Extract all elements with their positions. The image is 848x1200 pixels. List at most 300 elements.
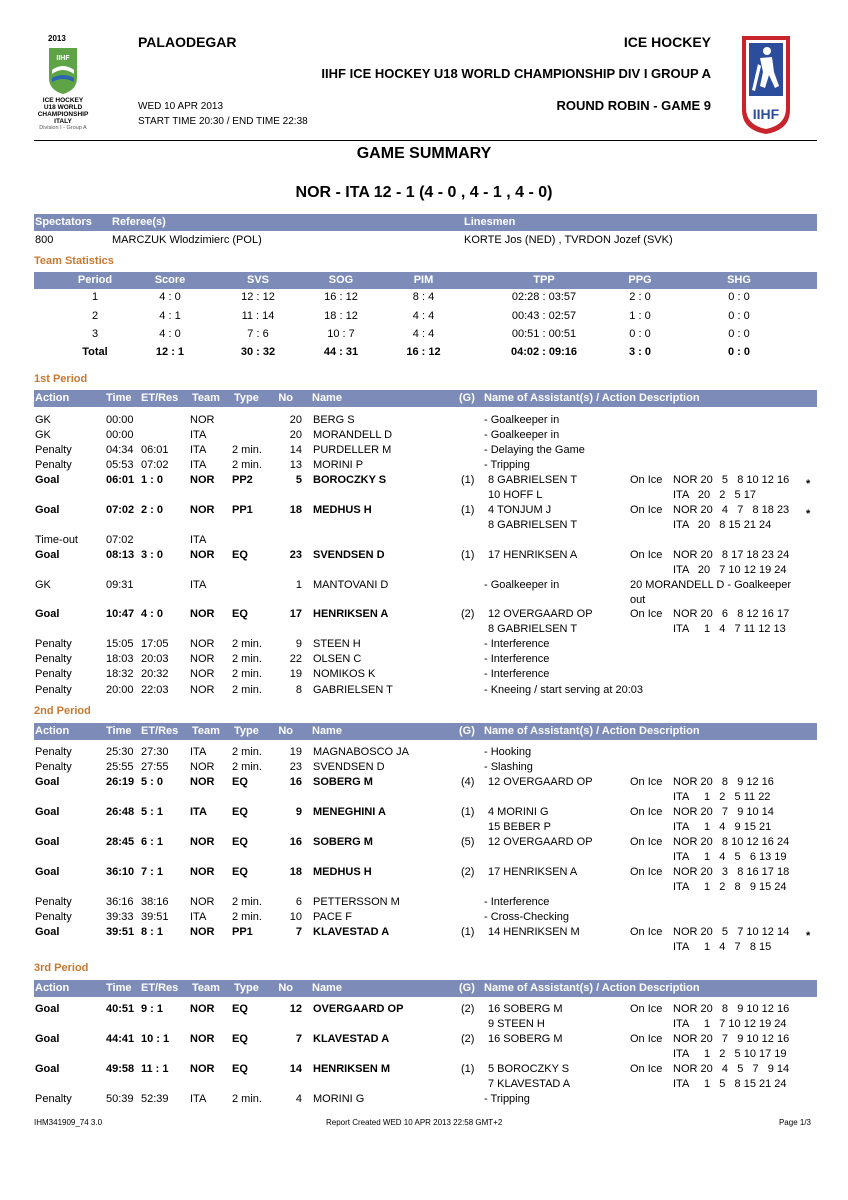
event-player-name: MORINI G xyxy=(313,1093,365,1105)
event-end-or-result: 20:03 xyxy=(141,653,169,665)
event-col-header: No xyxy=(278,982,293,994)
logo-caption-line: Division I - Group A xyxy=(39,125,87,131)
event-time: 40:51 xyxy=(106,1003,135,1015)
event-description: - Interference xyxy=(484,896,550,908)
on-ice-label: On Ice xyxy=(630,549,663,561)
event-time: 36:10 xyxy=(106,866,135,878)
on-ice-label: On Ice xyxy=(630,474,663,486)
event-goal-count: (1) xyxy=(461,806,475,818)
event-goal-count: (2) xyxy=(461,1003,475,1015)
event-player-name: HENRIKSEN M xyxy=(313,1063,391,1075)
event-col-header: ET/Res xyxy=(141,392,179,404)
event-col-header: Team xyxy=(192,725,220,737)
event-row-penalty xyxy=(34,761,817,776)
championship-logo xyxy=(30,34,96,134)
event-description: 17 HENRIKSEN A xyxy=(488,549,578,561)
iihf-logo-text: IIHF xyxy=(752,106,780,122)
event-row-goal xyxy=(34,1003,817,1033)
event-col-header: (G) xyxy=(459,725,475,737)
stats-cell: 0 : 0 xyxy=(728,310,750,322)
event-action: Goal xyxy=(35,504,60,516)
on-ice-label: On Ice xyxy=(630,776,663,788)
sport-name: ICE HOCKEY xyxy=(623,34,711,50)
event-number: 19 xyxy=(289,668,302,680)
final-score: NOR - ITA 12 - 1 (4 - 0 , 4 - 1 , 4 - 0) xyxy=(295,184,553,201)
event-col-header: Time xyxy=(106,982,132,994)
referees-header: Referee(s) xyxy=(112,216,166,228)
event-time: 28:45 xyxy=(106,836,135,848)
event-action: Penalty xyxy=(35,653,72,665)
iihf-logo-icon xyxy=(738,32,794,136)
stats-cell: 44 : 31 xyxy=(323,346,359,358)
event-description: 12 OVERGAARD OP xyxy=(488,608,593,620)
event-team: NOR xyxy=(190,653,215,665)
event-type: 2 min. xyxy=(232,444,262,456)
event-type: EQ xyxy=(232,608,248,620)
stats-cell: 0 : 0 xyxy=(728,328,750,340)
event-team: NOR xyxy=(190,866,215,878)
event-time: 50:39 xyxy=(106,1093,134,1105)
event-description: 17 HENRIKSEN A xyxy=(488,866,578,878)
event-team: NOR xyxy=(190,1003,215,1015)
event-number: 9 xyxy=(295,806,302,818)
event-player-name: SVENDSEN D xyxy=(313,761,385,773)
event-description-2: 8 GABRIELSEN T xyxy=(488,519,578,531)
on-ice-line-1: NOR 20 7 9 10 14 xyxy=(673,806,774,818)
event-col-header: (G) xyxy=(459,982,475,994)
event-number: 7 xyxy=(295,926,302,938)
event-goal-count: (1) xyxy=(461,549,475,561)
event-type: PP1 xyxy=(232,504,253,516)
event-time: 05:53 xyxy=(106,459,134,471)
on-ice-line-1: NOR 20 8 10 12 16 24 xyxy=(673,836,790,848)
event-row-goal xyxy=(34,608,817,638)
event-type: EQ xyxy=(232,1063,248,1075)
stats-cell: 04:02 : 09:16 xyxy=(510,346,578,358)
event-col-header: Name of Assistant(s) / Action Description xyxy=(484,725,700,737)
report-created: Report Created WED 10 APR 2013 22:58 GMT+2 xyxy=(326,1118,503,1127)
on-ice-line-2: ITA 1 2 5 11 22 xyxy=(673,791,771,803)
event-description-2: 7 KLAVESTAD A xyxy=(488,1078,571,1090)
event-type: 2 min. xyxy=(232,668,262,680)
event-col-header: Action xyxy=(35,392,70,404)
event-description: - Goalkeeper in xyxy=(484,579,560,591)
event-team: NOR xyxy=(190,1033,215,1045)
event-type: 2 min. xyxy=(232,746,262,758)
event-end-or-result: 07:02 xyxy=(141,459,169,471)
stats-cell: 30 : 32 xyxy=(240,346,276,358)
event-end-or-result: 1 : 0 xyxy=(141,474,164,486)
event-row-goal xyxy=(34,1063,817,1093)
doc-id: IHM341909_74 3.0 xyxy=(34,1118,103,1127)
event-team: NOR xyxy=(190,608,215,620)
event-team: NOR xyxy=(190,896,215,908)
event-description: - Interference xyxy=(484,638,550,650)
event-asterisk: * xyxy=(806,930,811,942)
svg-text:IIHF: IIHF xyxy=(56,55,70,62)
period-label-3: 3rd Period xyxy=(34,962,89,974)
event-row-goal xyxy=(34,549,817,579)
on-ice-line-2: ITA 20 8 15 21 24 xyxy=(673,519,772,531)
stats-row xyxy=(34,291,817,306)
event-row-gk xyxy=(34,429,817,444)
stats-cell: 02:28 : 03:57 xyxy=(511,291,577,303)
stats-cell: 12 : 1 xyxy=(155,346,185,358)
event-player-name: MORINI P xyxy=(313,459,364,471)
event-type: EQ xyxy=(232,549,248,561)
event-time: 04:34 xyxy=(106,444,134,456)
on-ice-line-2: ITA 1 4 5 6 13 19 xyxy=(673,851,787,863)
event-action: Goal xyxy=(35,1063,60,1075)
round-name: ROUND ROBIN - GAME 9 xyxy=(556,98,711,113)
stats-cell: 0 : 0 xyxy=(629,328,651,340)
on-ice-line-1: NOR 20 3 8 16 17 18 xyxy=(673,866,790,878)
event-description: - Goalkeeper in xyxy=(484,429,560,441)
on-ice-label: On Ice xyxy=(630,608,663,620)
event-row-goal xyxy=(34,866,817,896)
event-row-goal xyxy=(34,836,817,866)
event-description: - Tripping xyxy=(484,1093,530,1105)
event-goal-count: (2) xyxy=(461,608,475,620)
event-team: NOR xyxy=(190,504,215,516)
spectators-value: 800 xyxy=(35,234,54,246)
event-time: 07:02 xyxy=(106,534,134,546)
event-type: PP1 xyxy=(232,926,253,938)
event-action: Penalty xyxy=(35,444,72,456)
event-time: 25:55 xyxy=(106,761,134,773)
event-team: NOR xyxy=(190,549,215,561)
event-action: Penalty xyxy=(35,911,72,923)
event-team: ITA xyxy=(190,1093,207,1105)
event-description: - Delaying the Game xyxy=(484,444,585,456)
stats-cell: 0 : 0 xyxy=(728,291,750,303)
event-description: 12 OVERGAARD OP xyxy=(488,776,593,788)
event-row-gk xyxy=(34,414,817,429)
event-type: 2 min. xyxy=(232,684,262,696)
event-description: - Kneeing / start serving at 20:03 xyxy=(484,684,643,696)
event-row-penalty xyxy=(34,1093,817,1108)
event-description: - Interference xyxy=(484,653,550,665)
event-action: Goal xyxy=(35,549,60,561)
stats-cell: 16 : 12 xyxy=(406,346,441,358)
event-action: Penalty xyxy=(35,668,72,680)
event-number: 20 xyxy=(289,414,302,426)
linesmen-header: Linesmen xyxy=(464,216,516,228)
event-player-name: KLAVESTAD A xyxy=(313,1033,390,1045)
game-times: START TIME 20:30 / END TIME 22:38 xyxy=(138,116,308,127)
event-end-or-result: 22:03 xyxy=(141,684,169,696)
event-goal-count: (1) xyxy=(461,1063,475,1075)
event-player-name: MEDHUS H xyxy=(313,866,372,878)
event-col-header: Type xyxy=(234,982,259,994)
event-team: NOR xyxy=(190,474,215,486)
logo-caption-line: U18 WORLD xyxy=(43,104,83,111)
event-time: 06:01 xyxy=(106,474,135,486)
event-type: EQ xyxy=(232,1003,248,1015)
event-type: 2 min. xyxy=(232,638,262,650)
event-type: EQ xyxy=(232,866,248,878)
spectators-header: Spectators xyxy=(35,216,92,228)
event-type: 2 min. xyxy=(232,1093,262,1105)
event-time: 44:41 xyxy=(106,1033,135,1045)
on-ice-line-1: NOR 20 8 17 18 23 24 xyxy=(673,549,790,561)
event-header-bar xyxy=(34,723,817,740)
event-col-header: No xyxy=(278,392,293,404)
event-team: ITA xyxy=(190,806,207,818)
event-col-header: No xyxy=(278,725,293,737)
event-description: 16 SOBERG M xyxy=(488,1033,563,1045)
event-number: 20 xyxy=(289,429,302,441)
event-description: 4 TONJUM J xyxy=(488,504,552,516)
stats-cell: 3 xyxy=(91,328,99,340)
event-team: ITA xyxy=(190,579,207,591)
event-col-header: Name xyxy=(312,392,342,404)
linesmen-value: KORTE Jos (NED) , TVRDON Jozef (SVK) xyxy=(464,234,673,246)
on-ice-line-2: ITA 1 4 9 15 21 xyxy=(673,821,772,833)
stats-col-header: SHG xyxy=(727,274,751,286)
on-ice-line-2: ITA 1 4 7 8 15 xyxy=(673,941,772,953)
event-player-name: HENRIKSEN A xyxy=(313,608,389,620)
stats-cell: 1 xyxy=(91,291,99,303)
event-time: 00:00 xyxy=(106,414,134,426)
event-time: 20:00 xyxy=(106,684,134,696)
event-col-header: ET/Res xyxy=(141,982,179,994)
on-ice-line-1: NOR 20 6 8 12 16 17 xyxy=(673,608,790,620)
page-title: GAME SUMMARY xyxy=(356,145,492,162)
stats-cell: 4 : 0 xyxy=(159,328,181,340)
stats-row xyxy=(34,310,817,325)
event-player-name: SVENDSEN D xyxy=(313,549,385,561)
event-row-goal xyxy=(34,474,817,504)
event-player-name: STEEN H xyxy=(313,638,361,650)
on-ice-line-1: NOR 20 4 7 8 18 23 xyxy=(673,504,790,516)
event-description: - Cross-Checking xyxy=(484,911,569,923)
event-end-or-result: 27:30 xyxy=(141,746,169,758)
event-type: 2 min. xyxy=(232,911,262,923)
event-row-time-out xyxy=(34,534,817,549)
event-end-or-result: 52:39 xyxy=(141,1093,169,1105)
event-time: 18:32 xyxy=(106,668,134,680)
stats-cell: 11 : 14 xyxy=(241,310,275,322)
on-ice-line-1: NOR 20 8 9 12 16 xyxy=(673,776,774,788)
stats-cell: 16 : 12 xyxy=(324,291,358,303)
event-action: Time-out xyxy=(35,534,78,546)
on-ice-label: On Ice xyxy=(630,1003,663,1015)
event-action: Penalty xyxy=(35,459,72,471)
event-asterisk: * xyxy=(806,478,811,490)
event-col-header: Name xyxy=(312,982,342,994)
logo-caption-line: ITALY xyxy=(54,118,72,125)
event-player-name: GABRIELSEN T xyxy=(313,684,393,696)
event-action: Goal xyxy=(35,776,60,788)
event-end-or-result: 11 : 1 xyxy=(141,1063,169,1075)
event-row-penalty xyxy=(34,444,817,459)
championship-name: IIHF ICE HOCKEY U18 WORLD CHAMPIONSHIP DIV I GROUP A xyxy=(321,66,711,81)
event-description: - Hooking xyxy=(484,746,532,758)
event-end-or-result: 4 : 0 xyxy=(141,608,164,620)
event-end-or-result: 06:01 xyxy=(141,444,169,456)
event-goal-count: (1) xyxy=(461,474,475,486)
event-col-header: ET/Res xyxy=(141,725,179,737)
stats-col-header: TPP xyxy=(533,274,555,286)
event-col-header: Action xyxy=(35,725,70,737)
event-description-2: 15 BEBER P xyxy=(488,821,551,833)
stats-col-header: PIM xyxy=(413,274,434,286)
event-type: 2 min. xyxy=(232,761,262,773)
on-ice-line-1: NOR 20 8 9 10 12 16 xyxy=(673,1003,790,1015)
event-row-penalty xyxy=(34,684,817,699)
event-description: 8 GABRIELSEN T xyxy=(488,474,578,486)
event-row-goal xyxy=(34,776,817,806)
event-row-penalty xyxy=(34,896,817,911)
logo-caption-line: ICE HOCKEY xyxy=(42,97,84,104)
on-ice-line-1: NOR 20 4 5 7 9 14 xyxy=(673,1063,790,1075)
team-stats-header-bar xyxy=(34,272,817,289)
event-end-or-result: 6 : 1 xyxy=(141,836,164,848)
stats-cell: 10 : 7 xyxy=(327,328,355,340)
event-goal-count: (2) xyxy=(461,866,475,878)
event-number: 8 xyxy=(295,684,302,696)
on-ice-line-2: ITA 1 4 7 11 12 13 xyxy=(673,623,786,635)
stats-col-header: SOG xyxy=(328,274,354,286)
event-time: 39:33 xyxy=(106,911,134,923)
event-player-name: PACE F xyxy=(313,911,352,923)
event-type: EQ xyxy=(232,806,248,818)
page-number: Page 1/3 xyxy=(778,1118,811,1127)
event-player-name: MENEGHINI A xyxy=(313,806,386,818)
event-action: GK xyxy=(35,414,51,426)
event-time: 00:00 xyxy=(106,429,134,441)
event-action: Penalty xyxy=(35,1093,72,1105)
stats-cell: 8 : 4 xyxy=(412,291,435,303)
event-col-header: Time xyxy=(106,725,132,737)
event-number: 18 xyxy=(289,866,302,878)
stats-cell: 7 : 6 xyxy=(247,328,269,340)
event-player-name: NOMIKOS K xyxy=(313,668,376,680)
event-col-header: Name of Assistant(s) / Action Description xyxy=(484,982,700,994)
event-end-or-result: 3 : 0 xyxy=(141,549,164,561)
event-action: Goal xyxy=(35,1033,60,1045)
event-row-gk xyxy=(34,579,817,609)
on-ice-line-2: ITA 1 2 8 9 15 24 xyxy=(673,881,787,893)
event-time: 09:31 xyxy=(106,579,134,591)
on-ice-line-2: out xyxy=(630,594,646,606)
event-action: Goal xyxy=(35,474,60,486)
stats-cell: 4 : 4 xyxy=(412,310,435,322)
event-number: 23 xyxy=(289,549,302,561)
event-row-goal xyxy=(34,1033,817,1063)
event-time: 49:58 xyxy=(106,1063,135,1075)
event-team: NOR xyxy=(190,1063,215,1075)
logo-caption xyxy=(30,97,96,132)
event-player-name: OVERGAARD OP xyxy=(313,1003,404,1015)
stats-cell: 4 : 4 xyxy=(412,328,435,340)
event-col-header: Name xyxy=(312,725,342,737)
event-row-penalty xyxy=(34,459,817,474)
event-col-header: (G) xyxy=(459,392,475,404)
event-action: Penalty xyxy=(35,684,72,696)
event-end-or-result: 8 : 1 xyxy=(141,926,164,938)
event-col-header: Time xyxy=(106,392,132,404)
event-type: 2 min. xyxy=(232,459,262,471)
event-end-or-result: 10 : 1 xyxy=(141,1033,170,1045)
event-player-name: MAGNABOSCO JA xyxy=(313,746,409,758)
event-number: 14 xyxy=(289,444,302,456)
stats-col-header: Score xyxy=(154,274,186,286)
event-team: NOR xyxy=(190,776,215,788)
event-action: Penalty xyxy=(35,761,72,773)
stats-cell: 0 : 0 xyxy=(727,346,750,358)
on-ice-line-2: ITA 1 2 5 10 17 19 xyxy=(673,1048,787,1060)
on-ice-line-2: ITA 20 7 10 12 19 24 xyxy=(673,564,787,576)
event-time: 26:19 xyxy=(106,776,135,788)
stats-cell: Total xyxy=(82,346,108,358)
event-number: 7 xyxy=(295,1033,302,1045)
logo-caption-line: CHAMPIONSHIP xyxy=(37,111,89,118)
event-team: NOR xyxy=(190,414,215,426)
event-action: Goal xyxy=(35,608,60,620)
stats-cell: 2 xyxy=(91,310,99,322)
on-ice-line-1: NOR 20 5 7 10 12 14 xyxy=(673,926,790,938)
event-player-name: MEDHUS H xyxy=(313,504,372,516)
stats-cell: 00:43 : 02:57 xyxy=(511,310,577,322)
event-number: 14 xyxy=(289,1063,302,1075)
event-player-name: PURDELLER M xyxy=(313,444,392,456)
event-action: GK xyxy=(35,429,51,441)
event-number: 5 xyxy=(295,474,302,486)
event-row-goal xyxy=(34,926,817,956)
event-end-or-result: 20:32 xyxy=(141,668,169,680)
event-player-name: SOBERG M xyxy=(313,836,373,848)
event-description-2: 9 STEEN H xyxy=(488,1018,545,1030)
event-number: 4 xyxy=(295,1093,302,1105)
event-time: 10:47 xyxy=(106,608,135,620)
event-goal-count: (1) xyxy=(461,504,475,516)
event-header-bar xyxy=(34,980,817,997)
on-ice-line-2: ITA 20 2 5 17 xyxy=(673,489,756,501)
period-label-2: 2nd Period xyxy=(34,705,91,717)
event-description-2: 8 GABRIELSEN T xyxy=(488,623,578,635)
header-divider xyxy=(34,140,817,141)
on-ice-line-1: 20 MORANDELL D - Goalkeeper xyxy=(630,579,791,591)
event-end-or-result: 9 : 1 xyxy=(141,1003,164,1015)
referees-value: MARCZUK Wlodzimierc (POL) xyxy=(112,234,262,246)
event-time: 25:30 xyxy=(106,746,134,758)
on-ice-label: On Ice xyxy=(630,836,663,848)
event-header-bar xyxy=(34,390,817,407)
event-action: Goal xyxy=(35,926,60,938)
event-number: 17 xyxy=(289,608,302,620)
stats-cell: 4 : 1 xyxy=(159,310,181,322)
event-goal-count: (4) xyxy=(461,776,475,788)
stats-row xyxy=(34,346,817,361)
on-ice-label: On Ice xyxy=(630,1033,663,1045)
event-number: 12 xyxy=(289,1003,302,1015)
event-col-header: Action xyxy=(35,982,70,994)
stats-col-header: PPG xyxy=(628,274,652,286)
event-action: Goal xyxy=(35,866,60,878)
event-team: ITA xyxy=(190,534,207,546)
on-ice-label: On Ice xyxy=(630,504,663,516)
event-team: NOR xyxy=(190,638,215,650)
on-ice-label: On Ice xyxy=(630,1063,663,1075)
event-end-or-result: 5 : 0 xyxy=(141,776,164,788)
event-team: NOR xyxy=(190,684,215,696)
event-type: 2 min. xyxy=(232,896,262,908)
event-goal-count: (1) xyxy=(461,926,475,938)
event-player-name: BERG S xyxy=(313,414,355,426)
on-ice-line-2: ITA 1 7 10 12 19 24 xyxy=(673,1018,787,1030)
